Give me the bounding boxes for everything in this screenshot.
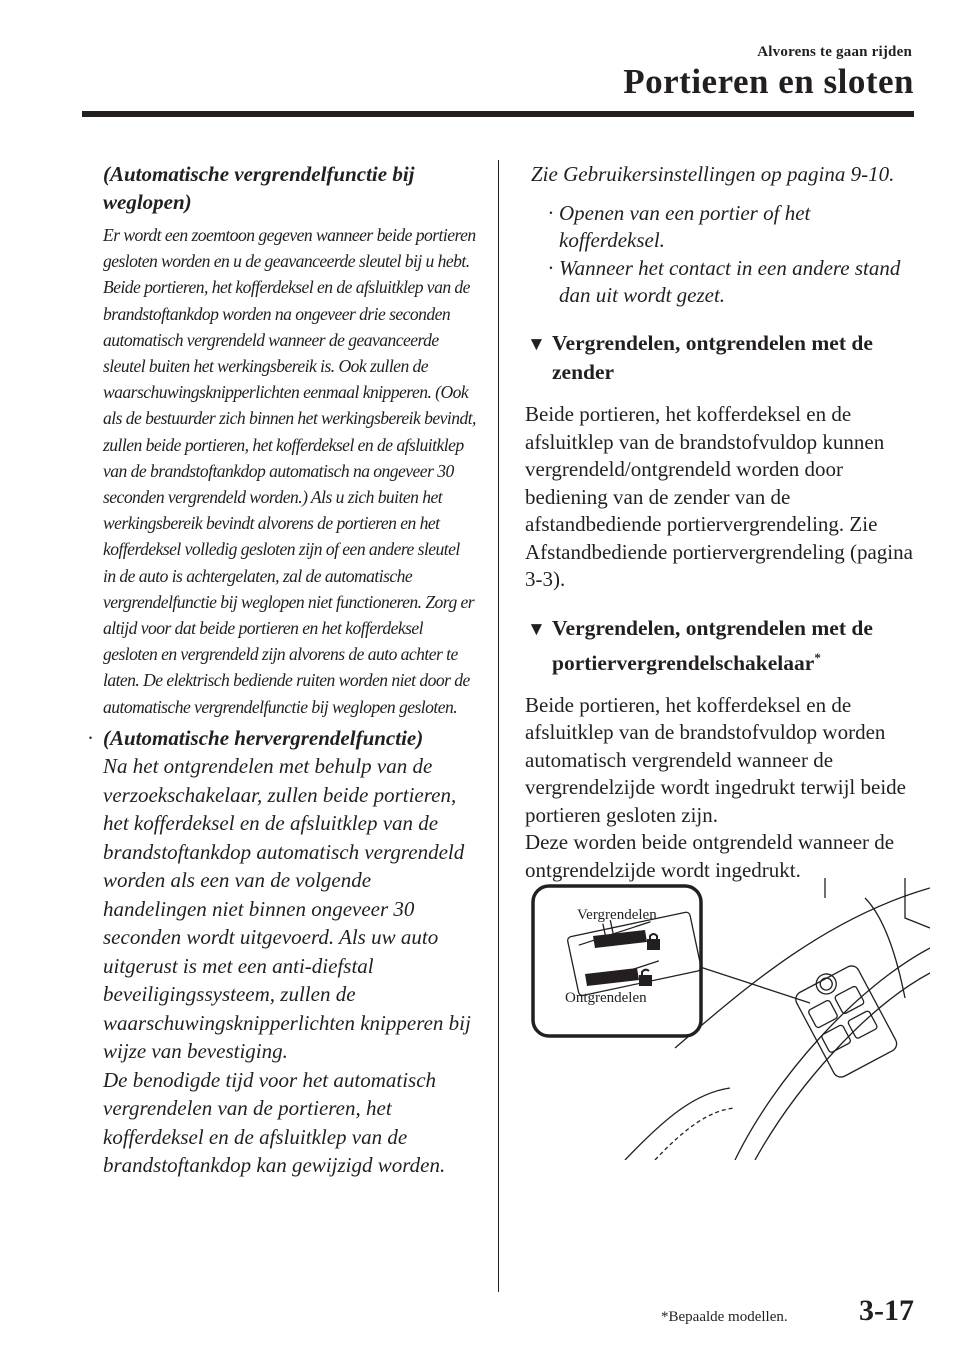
condition-text: Wanneer het contact in een andere stand dan uit wordt gezet. <box>559 256 901 307</box>
transmitter-heading-text: Vergrendelen, ontgrendelen met de zender <box>552 331 873 384</box>
transmitter-body: Beide portieren, het kofferdeksel en de afsluitklep van de brandstofvuldop kunnen vergrendeld/ontgrendeld worden door bediening van de zender van de afstandbediende portiervergrendeling. Zie Afstandbediende portiervergrendeling (pagina 3-3). <box>525 402 913 591</box>
settings-reference: Zie Gebruikersinstellingen op pagina 9-10. <box>531 162 895 186</box>
list-item <box>531 200 920 254</box>
triangle-icon: ▼ <box>527 334 546 355</box>
header-rule <box>82 111 914 117</box>
switch-body: Beide portieren, het kofferdeksel en de afsluitklep van de brandstofvuldop worden automatisch vergrendeld wanneer de vergrendelzijde wordt ingedrukt terwijl beide portieren gesloten zijn. <box>525 692 906 827</box>
list-item <box>531 255 920 309</box>
header-chapter: Alvorens te gaan rijden <box>757 44 912 60</box>
asterisk-mark: * <box>814 649 821 665</box>
relock-bullet <box>84 724 476 1180</box>
column-divider <box>498 160 499 1292</box>
condition-text: Openen van een portier of het kofferdeksel. <box>559 201 811 252</box>
auto-lock-note: Er wordt een zoemtoon gegeven wanneer beide portieren gesloten worden en u de geavanceerde sleutel bij u hebt. Beide portieren, het kofferdeksel en de afsluitklep van de brandstoftankdop worden na ongeveer drie seconden automatisch vergrendeld wanneer de geavanceerde sleutel buiten het werkingsbereik is. Ook zullen de waarschuwingsknipperlichten eenmaal knipperen. (Ook als de bestuurder zich binnen het werkingsbereik bevindt, zullen beide portieren, het kofferdeksel en de afsluitklep van de brandstoftankdop automatisch na ongeveer 30 seconden vergrendeld worden.) Als u zich buiten het werkingsbereik bevindt alvorens de portieren en het kofferdeksel volledig gesloten zijn of een andere sleutel in de auto is achtergelaten, zal de automatische vergrendelfunctie bij weglopen niet functioneren. Zorg er altijd voor dat beide portieren en het kofferdeksel gesloten en vergrendeld zijn alvorens de auto achter te laten. De elektrisch bediende ruiten worden niet door de automatische vergrendelfunctie bij weglopen gesloten. <box>103 225 476 717</box>
switch-body-unlock: Deze worden beide ontgrendeld wanneer de ontgrendelzijde wordt ingedrukt. <box>525 830 895 882</box>
page-number: 3-17 <box>859 1294 914 1327</box>
transmitter-heading <box>525 329 920 387</box>
left-column <box>84 160 476 1180</box>
bullet-dot: · <box>548 256 554 280</box>
condition-list <box>531 200 920 309</box>
bullet-dot: · <box>87 725 94 750</box>
auto-lock-heading: (Automatische vergrendelfunctie bij weglopen) <box>103 162 415 214</box>
footer-note: *Bepaalde modellen. <box>661 1309 788 1325</box>
relock-heading: (Automatische hervergrendelfunctie) <box>103 725 424 750</box>
unlock-label: Ontgrendelen <box>565 990 647 1006</box>
relock-body: Na het ontgrendelen met behulp van de verzoekschakelaar, zullen beide portieren, het kofferdeksel en de afsluitklep van de brandstoftankdop automatisch vergrendeld worden als een van de volgende handelingen niet binnen ongeveer 30 seconden wordt uitgevoerd. Als uw auto uitgerust is met een anti-diefstal beveiligingssysteem, zullen de waarschuwingsknipperlichten knipperen bij wijze van bevestiging. <box>103 754 471 1064</box>
switch-heading-text: Vergrendelen, ontgrendelen met de portiervergrendelschakelaar <box>552 615 873 675</box>
door-lock-switch-illustration <box>525 878 930 1160</box>
bullet-dot: · <box>548 201 554 225</box>
switch-heading <box>525 614 920 678</box>
lock-label: Vergrendelen <box>577 907 657 923</box>
page-title: Portieren en sloten <box>623 62 914 101</box>
relock-body-time: De benodigde tijd voor het automatisch vergrendelen van de portieren, het kofferdeksel en de afsluitklep van de brandstoftankdop kan gewijzigd worden. <box>103 1067 446 1178</box>
triangle-icon: ▼ <box>527 618 546 640</box>
right-column <box>525 160 920 884</box>
